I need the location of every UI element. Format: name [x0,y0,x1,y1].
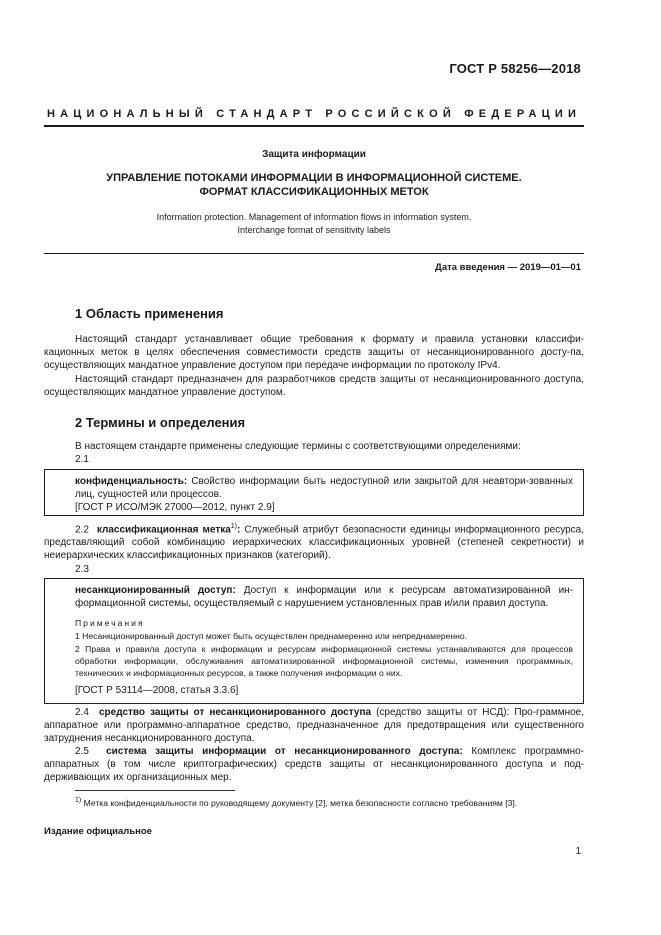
term-2-1-text [75,475,573,501]
term-2-3-source: [ГОСТ Р 53114—2008, статья 3.3.6] [75,685,239,696]
term-2-2-definition: Служебный атрибут безопасности единицы информационного ресурса, представляющий собой комбинацию иерархических классификационных уровней (степеней секретности) и неиерархических классификационных признаков (категорий). [44,524,584,562]
term-2-3-note-1: 1 Несанкционированный доступ может быть осуществлен преднамеренно или непреднамеренно. [75,631,468,641]
introduction-date: Дата введения — 2019—01—01 [435,262,581,273]
top-rule [44,125,584,127]
term-2-2-term: классификационная метка [96,524,231,536]
term-2-1-box [44,469,584,516]
term-2-1-term: конфиденциальность: [75,476,188,487]
term-2-3-number: 2.3 [75,564,89,575]
section-1-paragraph-2: Настоящий стандарт предназначен для разработчиков средств защиты от несанкционированного доступа, осуществляющих мандатное управление доступом. [44,374,584,398]
document-number: ГОСТ Р 58256—2018 [449,61,581,76]
term-2-5-paragraph [44,745,584,784]
term-2-3-text [75,584,573,610]
term-2-3-term: несанкционированный доступ: [75,585,236,596]
title-line-2: ФОРМАТ КЛАССИФИКАЦИОННЫХ МЕТОК [199,186,429,198]
term-2-1-source: [ГОСТ Р ИСО/МЭК 27000—2012, пункт 2.9] [75,502,275,513]
english-title [44,211,584,237]
term-2-2-number: 2.2 [75,524,89,536]
term-2-4-definition: (средство защиты от НСД): Про-граммное, аппаратное или программно-аппаратное средство, предназначенное для предотвращения или существенного затруднения несанкционированного доступа. [44,707,585,744]
term-2-4-term: средство защиты от несанкционированного доступа [99,707,372,718]
section-2-heading: 2 Термины и определения [75,415,246,430]
term-2-5-term: система защиты информации от несанкционированного доступа: [106,746,463,757]
term-2-4-paragraph [44,706,584,745]
national-standard-banner: НАЦИОНАЛЬНЫЙ СТАНДАРТ РОССИЙСКОЙ ФЕДЕРАЦИИ [46,108,582,120]
document-title [44,171,584,199]
term-2-5-definition: Комплекс программно-аппаратных (в том числе криптографических) средств защиты от несанкционированного доступа и под-держивающих их организационных мер. [44,746,585,783]
term-2-3-notes-heading: Примечания [75,618,145,628]
term-2-1-number: 2.1 [75,454,89,465]
official-edition-label: Издание официальное [44,826,152,837]
section-2-intro: В настоящем стандарте применены следующие термины с соответствующими определениями: [75,441,521,452]
english-title-line-2: Interchange format of sensitivity labels [237,225,391,235]
section-1-paragraph-1: Настоящий стандарт устанавливает общие требования к формату и правила установки классифи-кационных меток в целях обеспечения совместимости средств защиты от несанкционированного досту-па, осуществляющих мандатное управление доступом при передаче информации по протоколу IPv4. [44,334,584,371]
term-2-4-number: 2.4 [75,707,89,718]
term-2-5-number: 2.5 [75,746,89,757]
footnote-mark: 1) [75,797,82,804]
term-2-3-definition: Доступ к информации или к ресурсам автоматизированной ин-формационной системы, осуществляемый с нарушением установленных прав и/или правил доступа. [75,585,574,609]
term-2-1-definition: Свойство информации быть недоступной или закрытой для неавтори-зованных лиц, сущностей или процессов. [75,476,573,500]
english-title-line-1: Information protection. Management of information flows in information system. [156,212,472,222]
term-2-3-note-2: 2 Права и правила доступа к информации и ресурсам информационной системы устанавливаются для процессов обработки информации, обслуживания автоматизированной информационной системы, изменения программных, технических и информационных ресурсов, а также получения информации о них. [75,644,573,678]
footnote-rule [75,790,235,791]
document-subtitle: Защита информации [262,149,366,160]
term-2-2-term-colon: : [237,524,241,536]
term-2-3-box [44,578,584,704]
section-1-heading: 1 Область применения [75,306,224,321]
mid-rule [44,253,584,254]
footnote [75,795,584,809]
footnote-text: Метка конфиденциальности по руководящему документу [2], метка безопасности согласно требованиям [3]. [81,797,518,808]
term-2-2-footnote-ref: 1) [230,523,238,530]
page-number: 1 [575,846,581,857]
title-line-1: УПРАВЛЕНИЕ ПОТОКАМИ ИНФОРМАЦИИ В ИНФОРМАЦИОННОЙ СИСТЕМЕ. [106,172,522,184]
term-2-2-paragraph [44,520,584,562]
